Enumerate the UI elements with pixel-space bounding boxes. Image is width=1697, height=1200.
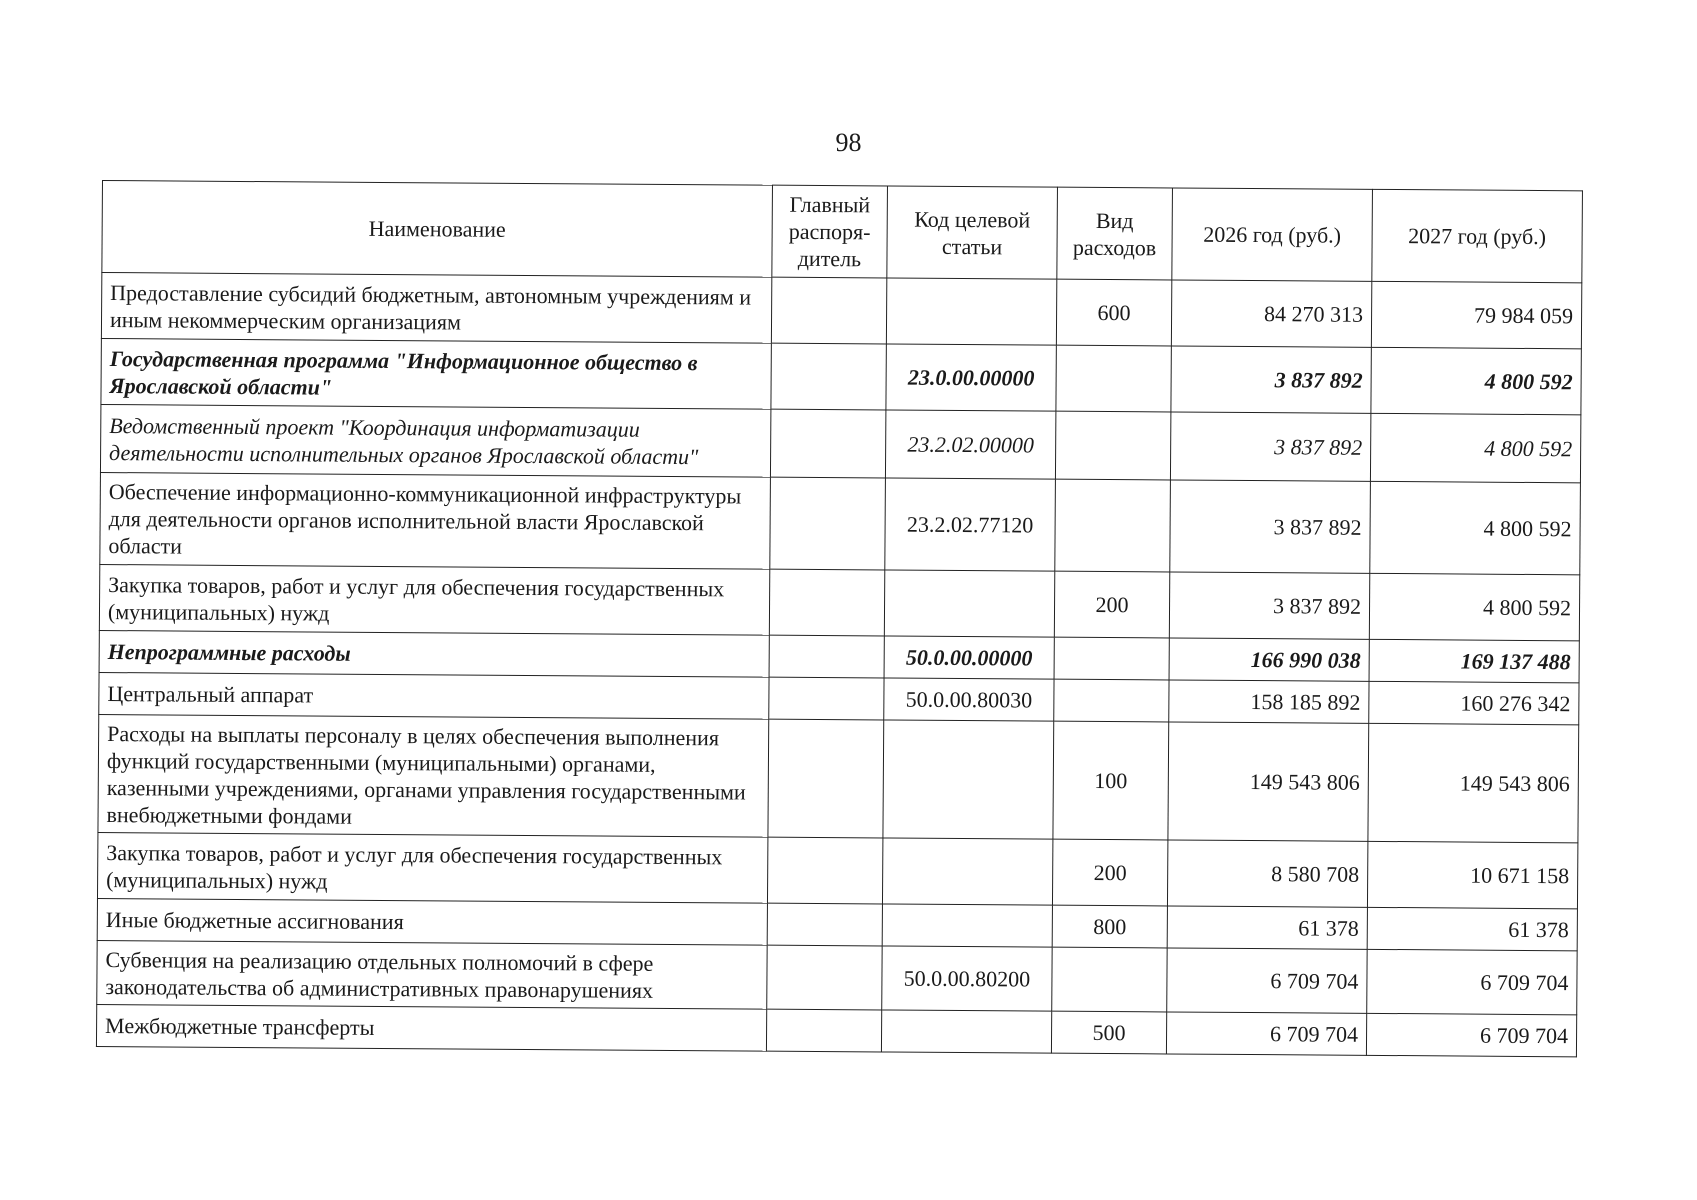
row-code: 50.0.00.80030 bbox=[884, 678, 1054, 721]
table-row bbox=[100, 472, 1581, 574]
row-type bbox=[1056, 345, 1171, 412]
row-type bbox=[1054, 679, 1169, 722]
row-amount-2026: 3 837 892 bbox=[1169, 572, 1369, 639]
budget-table bbox=[96, 180, 1583, 1057]
row-type bbox=[1052, 947, 1167, 1012]
row-admin bbox=[771, 343, 886, 410]
row-amount-2026: 84 270 313 bbox=[1171, 280, 1371, 347]
table-row bbox=[97, 832, 1577, 908]
row-code: 23.2.02.00000 bbox=[885, 410, 1055, 479]
row-code bbox=[881, 1010, 1051, 1053]
row-amount-2027: 4 800 592 bbox=[1370, 481, 1581, 574]
row-amount-2027: 4 800 592 bbox=[1371, 347, 1581, 414]
row-admin bbox=[770, 409, 885, 478]
table-row bbox=[97, 940, 1577, 1014]
row-code: 50.0.00.80200 bbox=[882, 946, 1052, 1011]
table-header-row bbox=[102, 181, 1583, 283]
row-code bbox=[882, 904, 1052, 947]
row-amount-2027: 169 137 488 bbox=[1369, 639, 1579, 682]
row-admin bbox=[771, 277, 886, 344]
table-row bbox=[98, 714, 1579, 842]
header-name: Наименование bbox=[102, 181, 773, 278]
row-amount-2027: 6 709 704 bbox=[1367, 949, 1577, 1014]
row-type bbox=[1055, 411, 1170, 480]
row-amount-2027: 79 984 059 bbox=[1371, 281, 1581, 348]
header-code: Код целевой статьи bbox=[887, 186, 1058, 279]
row-amount-2026: 166 990 038 bbox=[1169, 638, 1369, 681]
row-name: Государственная программа "Информационное общество в Ярославской области" bbox=[101, 338, 771, 409]
row-name: Субвенция на реализацию отдельных полномочий в сфере законодательства об административных правонарушениях bbox=[97, 940, 767, 1009]
table-row bbox=[96, 1004, 1576, 1056]
header-admin: Главный распоря-дитель bbox=[772, 185, 888, 278]
table-row bbox=[101, 338, 1581, 414]
row-admin bbox=[767, 903, 882, 946]
row-name: Непрограммные расходы bbox=[99, 630, 769, 677]
row-type: 100 bbox=[1053, 721, 1169, 840]
row-admin bbox=[766, 1009, 881, 1052]
row-admin bbox=[767, 837, 882, 904]
row-admin bbox=[769, 635, 884, 678]
row-type: 500 bbox=[1051, 1011, 1166, 1054]
row-code: 50.0.00.00000 bbox=[884, 636, 1054, 679]
row-amount-2026: 6 709 704 bbox=[1166, 1012, 1366, 1055]
row-amount-2026: 6 709 704 bbox=[1167, 948, 1367, 1013]
row-admin bbox=[767, 945, 882, 1010]
row-name: Межбюджетные трансферты bbox=[96, 1004, 766, 1051]
row-code bbox=[883, 720, 1054, 839]
row-type bbox=[1055, 479, 1171, 572]
row-amount-2026: 8 580 708 bbox=[1167, 840, 1367, 907]
row-amount-2027: 61 378 bbox=[1367, 907, 1577, 950]
row-admin bbox=[768, 719, 884, 838]
row-name: Закупка товаров, работ и услуг для обеспечения государственных (муниципальных) нужд bbox=[99, 564, 769, 635]
row-code bbox=[886, 278, 1056, 345]
row-code: 23.2.02.77120 bbox=[885, 478, 1056, 571]
row-name: Центральный аппарат bbox=[99, 672, 769, 719]
row-amount-2027: 160 276 342 bbox=[1369, 681, 1579, 724]
row-name: Обеспечение информационно-коммуникационной инфраструктуры для деятельности органов исполнительной власти Ярославской области bbox=[100, 472, 771, 569]
row-type: 200 bbox=[1052, 839, 1167, 906]
row-admin bbox=[769, 677, 884, 720]
row-name: Ведомственный проект "Координация информатизации деятельности исполнительных органов Ярославской области" bbox=[100, 404, 770, 477]
row-amount-2026: 3 837 892 bbox=[1170, 412, 1370, 481]
page-number: 98 bbox=[835, 128, 862, 157]
row-amount-2026: 149 543 806 bbox=[1168, 722, 1369, 841]
row-type: 200 bbox=[1054, 571, 1169, 638]
row-name: Закупка товаров, работ и услуг для обеспечения государственных (муниципальных) нужд bbox=[97, 832, 767, 903]
row-amount-2026: 3 837 892 bbox=[1171, 346, 1371, 413]
row-type: 600 bbox=[1056, 279, 1171, 346]
row-name: Предоставление субсидий бюджетным, автономным учреждениям и иным некоммерческим организациям bbox=[101, 273, 771, 344]
row-amount-2026: 158 185 892 bbox=[1169, 680, 1369, 723]
row-code bbox=[884, 570, 1054, 637]
row-amount-2026: 61 378 bbox=[1167, 906, 1367, 949]
row-amount-2027: 10 671 158 bbox=[1367, 841, 1577, 908]
row-admin bbox=[770, 477, 886, 570]
row-name: Расходы на выплаты персоналу в целях обеспечения выполнения функций государственными (муниципальными) органами, казенными учреждениями, органами управления государственными внебюджетными фондами bbox=[98, 714, 769, 837]
table-row bbox=[100, 404, 1580, 482]
row-amount-2027: 4 800 592 bbox=[1370, 413, 1580, 482]
row-code: 23.0.00.00000 bbox=[886, 344, 1056, 411]
header-year-2027: 2027 год (руб.) bbox=[1372, 189, 1583, 282]
header-type: Вид расходов bbox=[1057, 187, 1173, 280]
row-amount-2026: 3 837 892 bbox=[1170, 480, 1371, 573]
row-code bbox=[882, 838, 1052, 905]
row-admin bbox=[769, 569, 884, 636]
header-year-2026: 2026 год (руб.) bbox=[1172, 188, 1373, 281]
table-row bbox=[99, 564, 1579, 640]
row-amount-2027: 4 800 592 bbox=[1369, 573, 1579, 640]
row-type: 800 bbox=[1052, 905, 1167, 948]
row-name: Иные бюджетные ассигнования bbox=[97, 898, 767, 945]
row-amount-2027: 6 709 704 bbox=[1366, 1013, 1576, 1056]
row-amount-2027: 149 543 806 bbox=[1368, 723, 1579, 842]
table-row bbox=[101, 273, 1581, 349]
row-type bbox=[1054, 637, 1169, 680]
